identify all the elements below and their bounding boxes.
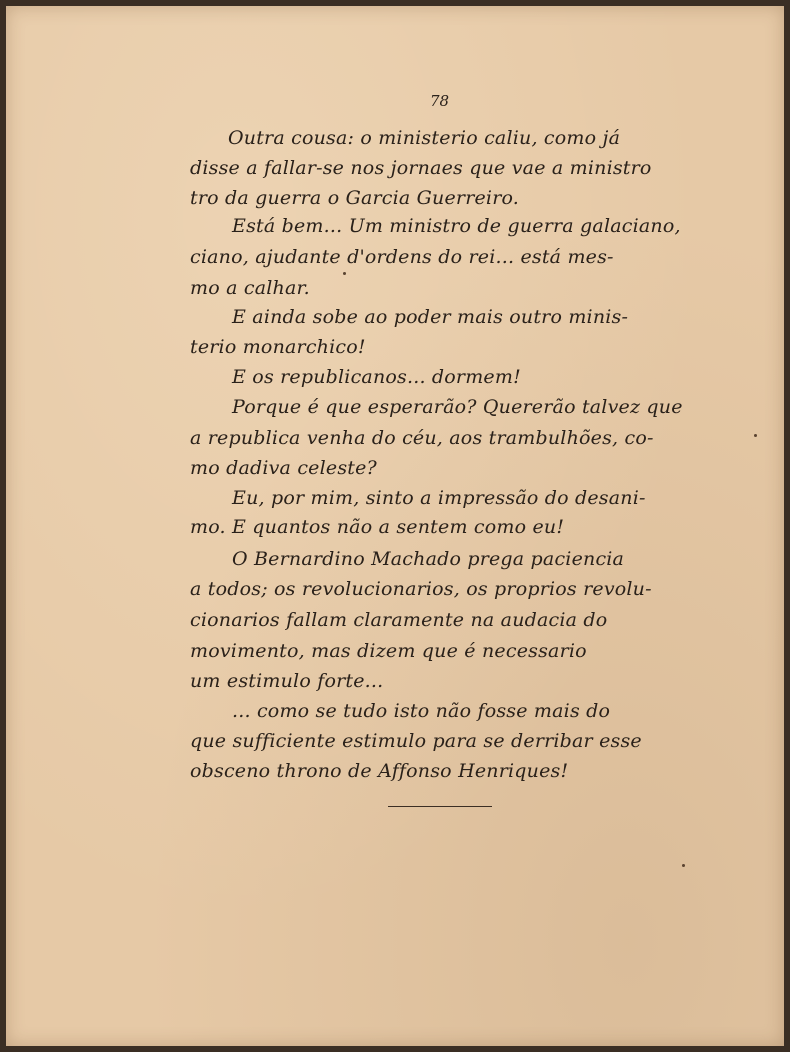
manuscript-line: que sufficiente estimulo para se derribar esse [190,730,642,752]
manuscript-line: Está bem... Um ministro de guerra galaciano, [232,215,681,237]
manuscript-line: ... como se tudo isto não fosse mais do [232,700,611,722]
manuscript-line: E os republicanos... dormem! [232,366,521,388]
manuscript-line: terio monarchico! [190,336,366,358]
manuscript-line: O Bernardino Machado prega paciencia [232,548,625,570]
paper-speck [343,272,346,275]
manuscript-line: mo. E quantos não a sentem como eu! [190,516,565,538]
paper-speck [682,864,685,867]
manuscript-line: a todos; os revolucionarios, os proprios revolu- [190,578,652,600]
manuscript-line: Outra cousa: o ministerio caliu, como já [228,127,621,149]
manuscript-line: disse a fallar-se nos jornaes que vae a ministro [190,157,652,179]
page-number: 78 [430,92,450,110]
manuscript-line: a republica venha do céu, aos trambulhões, co- [190,427,654,449]
manuscript-line: mo dadiva celeste? [190,457,377,479]
manuscript-line: obsceno throno de Affonso Henriques! [190,760,569,782]
manuscript-line: tro da guerra o Garcia Guerreiro. [190,187,520,209]
manuscript-line: um estimulo forte... [190,670,384,692]
paper-speck [754,434,757,437]
manuscript-line: Eu, por mim, sinto a impressão do desani- [232,487,646,509]
manuscript-line: mo a calhar. [190,277,310,299]
manuscript-line: Porque é que esperarão? Quererão talvez que [232,396,683,418]
manuscript-page [6,6,784,1046]
manuscript-line: cionarios fallam claramente na audacia do [190,609,608,631]
manuscript-line: movimento, mas dizem que é necessario [190,640,587,662]
manuscript-line: ciano, ajudante d'ordens do rei... está mes- [190,246,614,268]
closing-rule [388,806,492,807]
manuscript-line: E ainda sobe ao poder mais outro minis- [232,306,629,328]
